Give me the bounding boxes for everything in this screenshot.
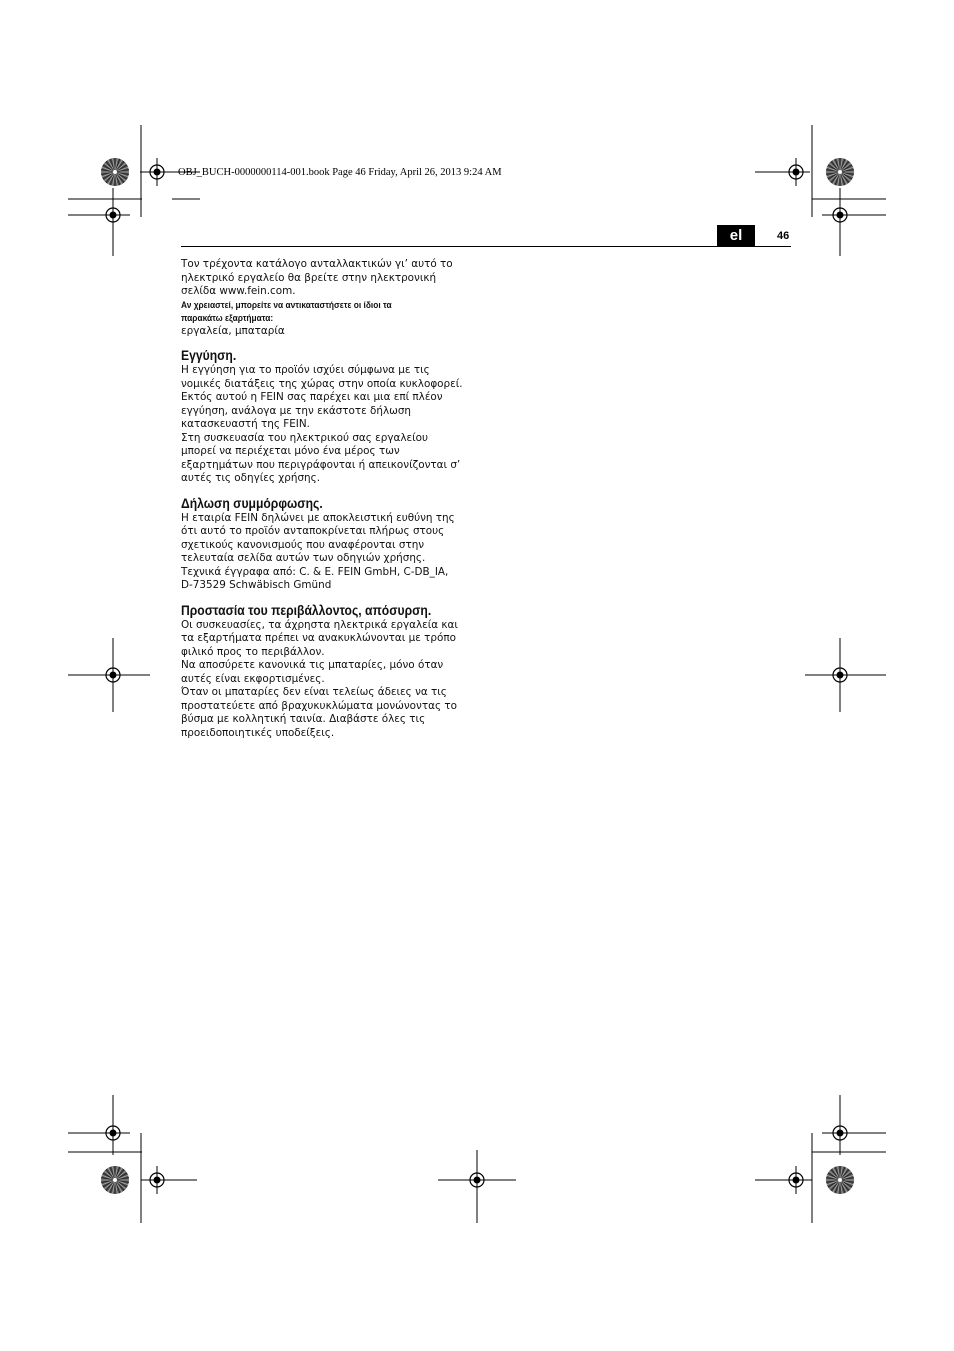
starburst-center (838, 170, 842, 174)
conformity-paragraph-1: Η εταιρία FEIN δηλώνει με αποκλειστική ευθύνη της ότι αυτό το προϊόν ανταποκρίνεται πλήρως στους σχετικούς κανονισμούς που αναφέρονται στην τελευταία σελίδα αυτών των οδηγιών χρήσης. (181, 511, 455, 564)
conformity-heading: Δήλωση συμμόρφωσης. (181, 495, 323, 511)
warranty-paragraph-1: Η εγγύηση για το προϊόν ισχύει σύμφωνα με τις νομικές διατάξεις της χώρας στην οποία κυκλοφορεί. Εκτός αυτού η FEIN σας παρέχει και μια επί πλέον εγγύηση, ανάλογα με την εκάστοτε δήλωση κατασκευαστή της FEIN. (181, 364, 463, 430)
environment-paragraph-1: Οι συσκευασίες, τα άχρηστα ηλεκτρικά εργαλεία και τα εξαρτήματα πρέπει να ανακυκλώνονται με τρόπο φιλικό προς το περιβάλλον. (181, 618, 458, 658)
starburst-center (113, 1178, 117, 1182)
starburst-center (838, 1178, 842, 1182)
environment-paragraph-2: Να αποσύρετε κανονικά τις μπαταρίες, μόνο όταν αυτές είναι εκφορτισμένες. (181, 659, 444, 685)
environment-paragraph-3: Όταν οι μπαταρίες δεν είναι τελείως άδειες να τις προστατεύετε από βραχυκυκλώματα μονώνοντας το βύσμα με κολλητική ταινία. Διαβάστε όλες τις προειδοποιητικές υποδείξεις. (181, 686, 457, 739)
starburst-center (113, 170, 117, 174)
replaceable-parts-list: εργαλεία, μπαταρία (181, 324, 285, 337)
language-tab: el (717, 225, 755, 246)
conformity-paragraph-2: Τεχνικά έγγραφα από: C. & E. FEIN GmbH, C-DB_IA, D-73529 Schwäbisch Gmünd (181, 565, 449, 591)
warranty-paragraph-2: Στη συσκευασία του ηλεκτρικού σας εργαλείου μπορεί να περιέχεται μόνο ένα μέρος των εξαρτημάτων που περιγράφονται ή απεικονίζονται σ’ αυτές τις οδηγίες χρήσης. (181, 431, 461, 484)
page-number: 46 (777, 230, 790, 242)
header-rule (181, 246, 791, 247)
book-file-line: OBJ_BUCH-0000000114-001.book Page 46 Friday, April 26, 2013 9:24 AM (178, 167, 502, 178)
text-column (181, 258, 481, 740)
environment-heading: Προστασία του περιβάλλοντος, απόσυρση. (181, 602, 432, 618)
replaceable-parts-label: Αν χρειαστεί, μπορείτε να αντικαταστήσετε οι ίδιοι τα παρακάτω εξαρτήματα: (181, 299, 392, 324)
spare-parts-paragraph: Τον τρέχοντα κατάλογο ανταλλακτικών γι’ αυτό το ηλεκτρικό εργαλείο θα βρείτε στην ηλεκτρονική σελίδα www.fein.com. (181, 258, 453, 297)
warranty-heading: Εγγύηση. (181, 348, 237, 363)
